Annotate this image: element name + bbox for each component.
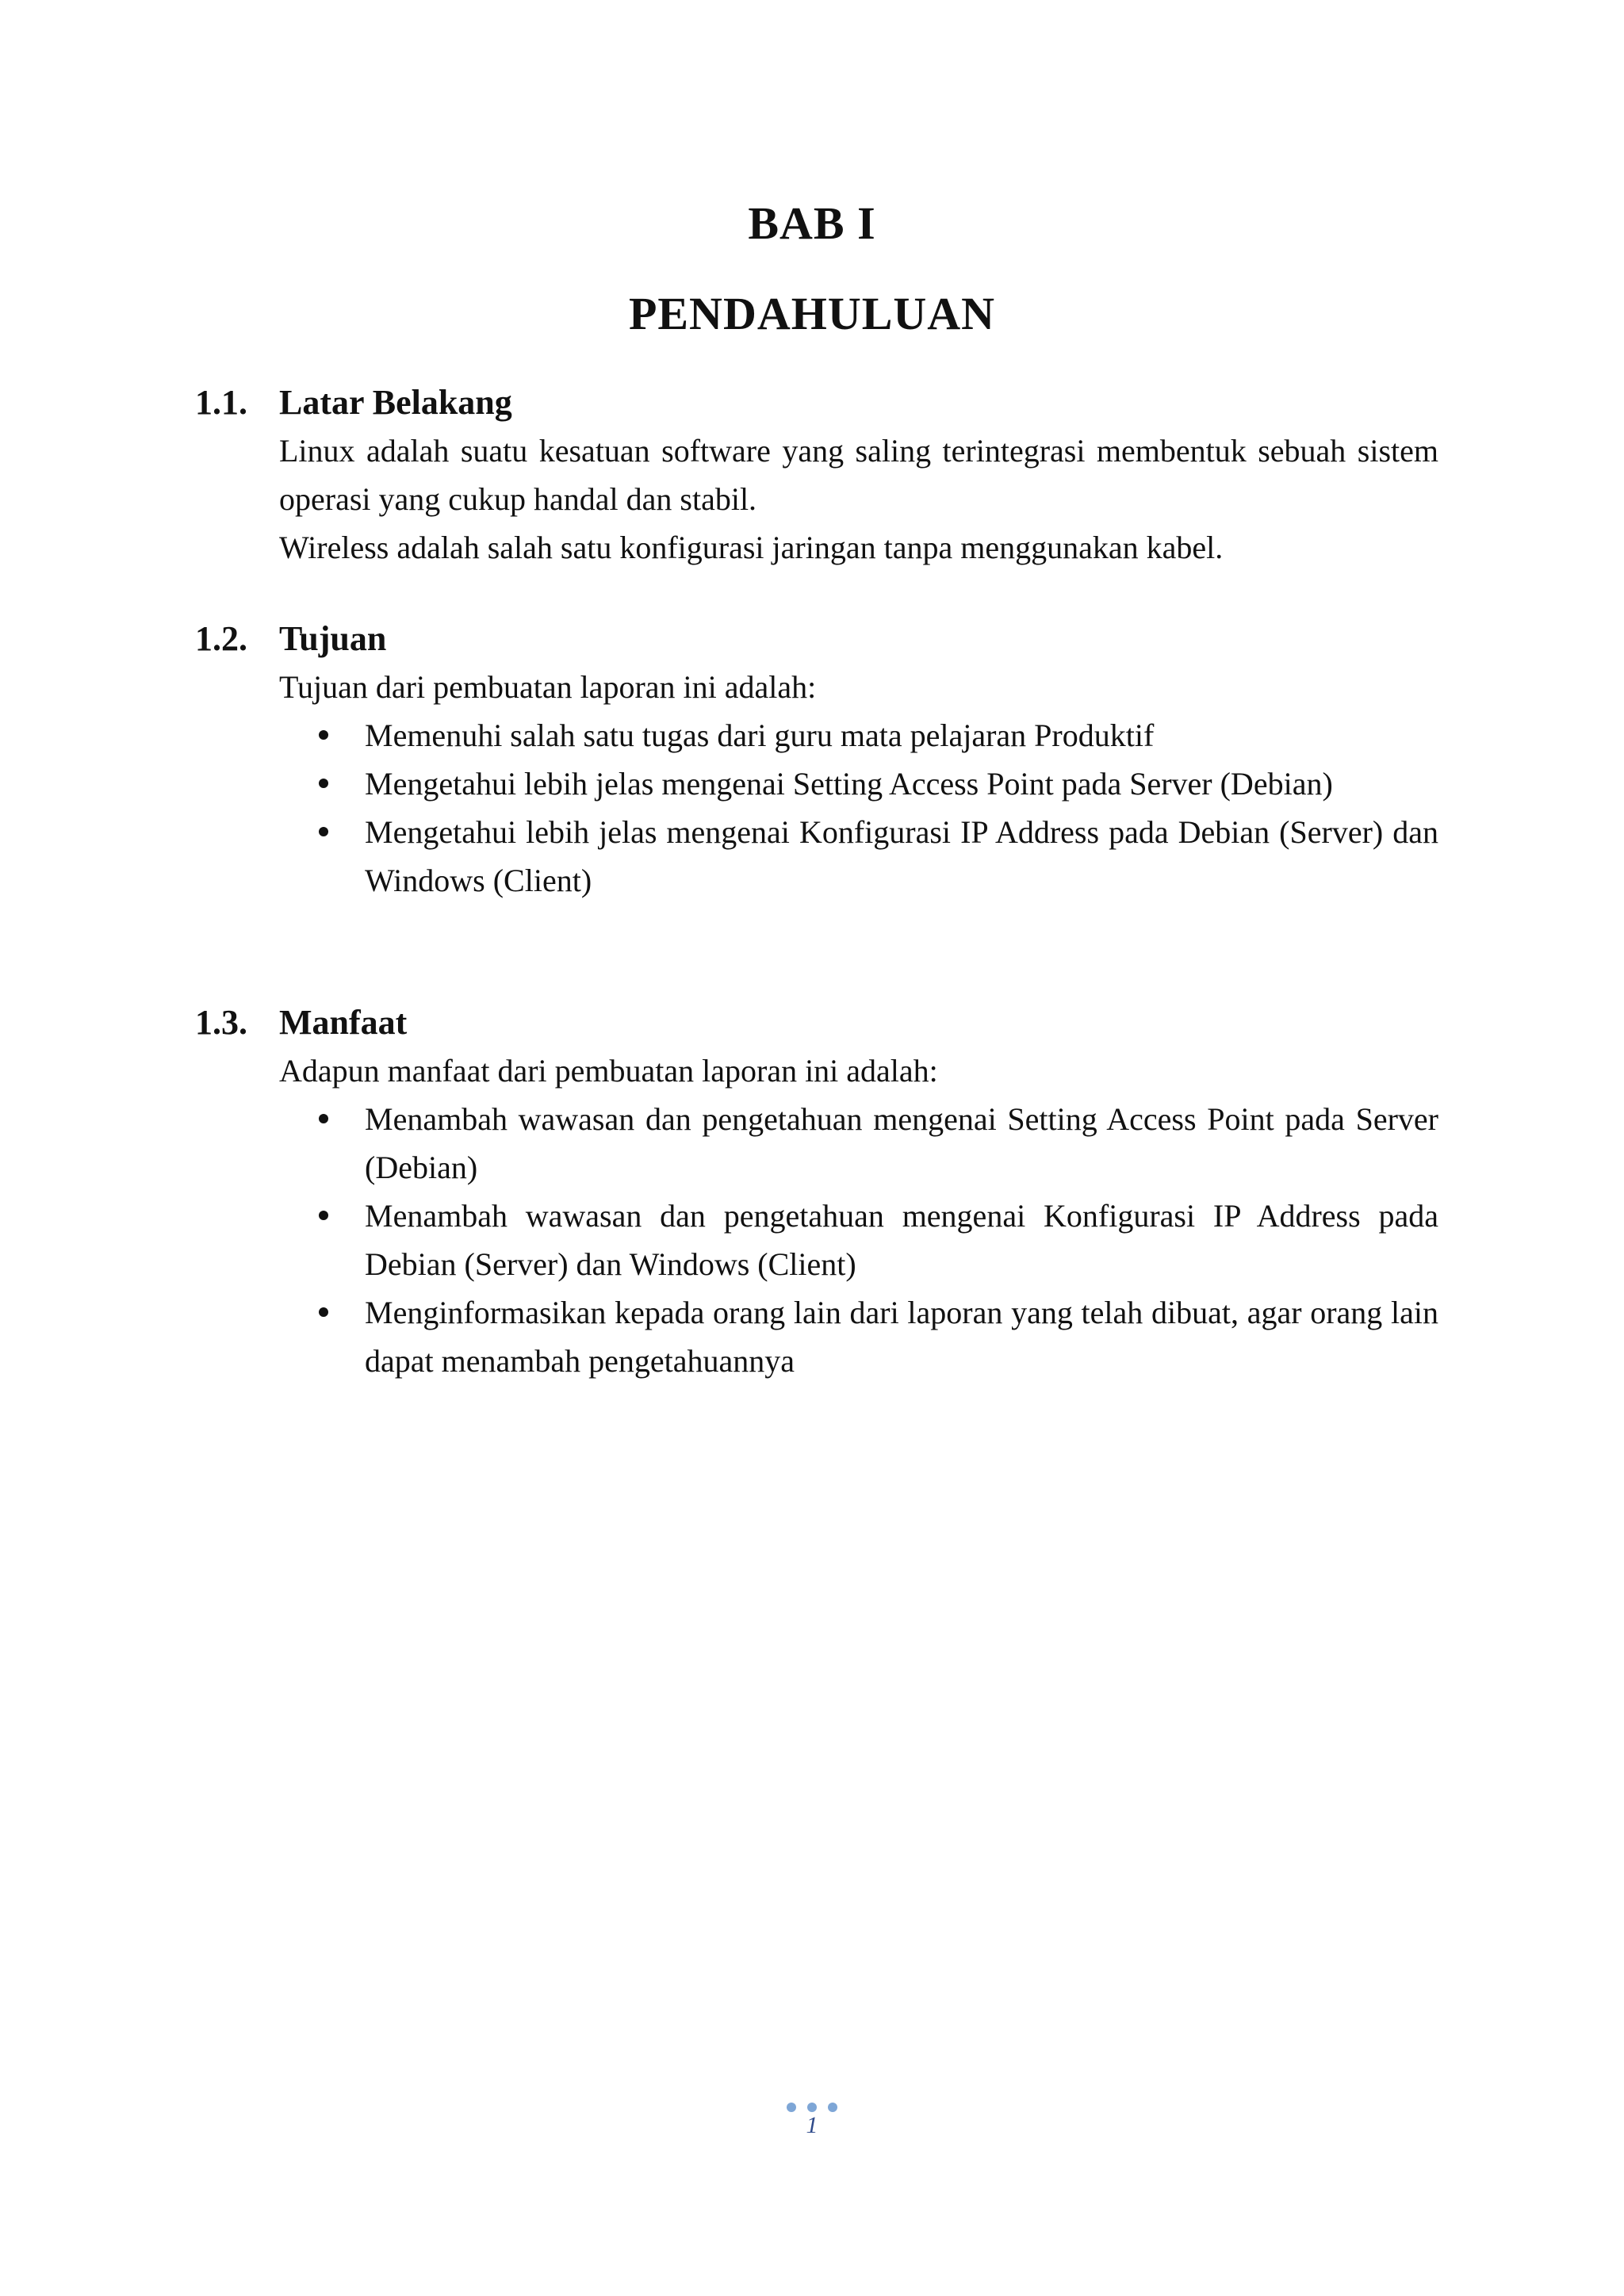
list-item-text: Menambah wawasan dan pengetahuan mengenai Setting Access Point pada Server (Debian) <box>365 1101 1438 1185</box>
section-title: Tujuan <box>279 619 387 658</box>
page-number: 1 <box>806 2112 818 2138</box>
section-body <box>279 1047 1438 1385</box>
section-body <box>279 427 1438 572</box>
bullet-icon <box>319 1307 328 1317</box>
footer-dot <box>828 2103 837 2112</box>
section-heading <box>195 999 1438 1047</box>
list-item-text: Memenuhi salah satu tugas dari guru mata pelajaran Produktif <box>365 718 1155 753</box>
paragraph: Wireless adalah salah satu konfigurasi jaringan tanpa menggunakan kabel. <box>279 530 1224 565</box>
chapter-number: BAB I <box>748 197 876 249</box>
bullet-list <box>279 1095 1438 1385</box>
section-number: 1.3. <box>195 1003 247 1042</box>
section-number: 1.1. <box>195 383 247 422</box>
list-item-text: Mengetahui lebih jelas mengenai Konfigurasi IP Address pada Debian (Server) dan Windows (Client) <box>365 814 1438 898</box>
bullet-icon <box>319 730 328 740</box>
footer-dot <box>807 2103 817 2112</box>
list-item-text: Menginformasikan kepada orang lain dari laporan yang telah dibuat, agar orang lain dapat menambah pengetahuannya <box>365 1295 1438 1379</box>
list-item <box>279 711 1438 760</box>
section-title: Latar Belakang <box>279 383 512 422</box>
list-item <box>279 808 1438 905</box>
footer-dot <box>787 2103 796 2112</box>
section-intro: Adapun manfaat dari pembuatan laporan ini adalah: <box>279 1053 938 1089</box>
bullet-icon <box>319 1211 328 1220</box>
list-item <box>279 1192 1438 1288</box>
list-item <box>279 1095 1438 1192</box>
list-item <box>279 1288 1438 1385</box>
section-manfaat <box>195 999 1438 1385</box>
section-intro: Tujuan dari pembuatan laporan ini adalah: <box>279 669 817 705</box>
paragraph: Linux adalah suatu kesatuan software yang saling terintegrasi membentuk sebuah sistem operasi yang cukup handal dan stabil. <box>279 433 1438 517</box>
page-footer <box>0 2103 1624 2137</box>
section-tujuan <box>195 615 1438 905</box>
chapter-title: PENDAHULUAN <box>628 288 996 339</box>
list-item-text: Mengetahui lebih jelas mengenai Setting Access Point pada Server (Debian) <box>365 766 1333 802</box>
section-title: Manfaat <box>279 1003 408 1042</box>
section-heading <box>195 379 1438 427</box>
bullet-icon <box>319 827 328 836</box>
bullet-list <box>279 711 1438 905</box>
section-body <box>279 663 1438 905</box>
bullet-icon <box>319 1114 328 1123</box>
section-heading <box>195 615 1438 663</box>
section-latar-belakang <box>195 379 1438 572</box>
bullet-icon <box>319 779 328 788</box>
section-number: 1.2. <box>195 619 247 658</box>
list-item-text: Menambah wawasan dan pengetahuan mengenai Konfigurasi IP Address pada Debian (Server) dan Windows (Client) <box>365 1198 1438 1282</box>
footer-dots-icon <box>0 2103 1624 2112</box>
list-item <box>279 760 1438 808</box>
